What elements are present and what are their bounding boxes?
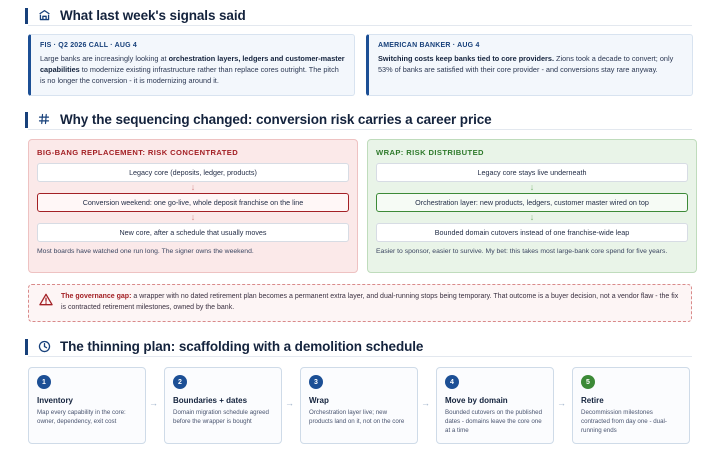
chevron-right-icon: → xyxy=(421,398,430,408)
signal-card-fis xyxy=(28,34,355,96)
signals-section-title: What last week's signals said xyxy=(60,7,246,23)
section-divider xyxy=(28,129,692,130)
signal-card-american-banker xyxy=(366,34,693,96)
step-title: Move by domain xyxy=(445,396,508,405)
step-description: Orchestration layer live; new products land on it, not on the core xyxy=(309,409,405,425)
plan-step-move-by-domain xyxy=(436,367,554,444)
step-description: Bounded cutovers on the published dates - domains leave the core one at a time xyxy=(445,409,543,434)
signals-section-header xyxy=(28,7,246,23)
step-number: 2 xyxy=(173,375,187,389)
plan-step-wrap xyxy=(300,367,418,444)
plan-step-boundaries xyxy=(164,367,282,444)
warning-icon xyxy=(39,293,53,311)
section-accent-bar xyxy=(25,339,28,355)
step-description: Domain migration schedule agreed before the wrapper is bought xyxy=(173,409,269,425)
down-arrow-icon: ↓ xyxy=(529,212,535,222)
bank-icon xyxy=(36,7,52,23)
section-accent-bar xyxy=(25,8,28,24)
governance-callout xyxy=(28,284,692,322)
down-arrow-icon: ↓ xyxy=(190,212,196,222)
chevron-right-icon: → xyxy=(285,398,294,408)
step-title: Boundaries + dates xyxy=(173,396,248,405)
plan-step-retire xyxy=(572,367,690,444)
wrap-title: WRAP: RISK DISTRIBUTED xyxy=(376,148,484,157)
wrap-panel xyxy=(367,139,697,273)
section-divider xyxy=(28,356,692,357)
signal-source: FIS · Q2 2026 CALL · AUG 4 xyxy=(40,42,137,49)
step-title: Retire xyxy=(581,396,604,405)
thinning-section-header xyxy=(28,338,423,354)
down-arrow-icon: ↓ xyxy=(529,182,535,192)
bigbang-step-newcore: New core, after a schedule that usually moves xyxy=(37,223,349,242)
signal-text: Switching costs keep banks tied to core providers. Zions took a decade to convert; only 53% of banks are satisfied with their core provider - and conversions stay rare anyway. xyxy=(378,54,674,74)
step-description: Map every capability in the core: owner, dependency, exit cost xyxy=(37,409,126,425)
down-arrow-icon: ↓ xyxy=(190,182,196,192)
hash-icon xyxy=(36,111,52,127)
step-number: 5 xyxy=(581,375,595,389)
plan-step-inventory xyxy=(28,367,146,444)
thinning-section-title: The thinning plan: scaffolding with a demolition schedule xyxy=(60,338,424,354)
bigbang-note: Most boards have watched one run long. The signer owns the weekend. xyxy=(37,248,254,255)
step-description: Decommission milestones contracted from day one - dual-running ends xyxy=(581,409,667,434)
step-title: Inventory xyxy=(37,396,74,405)
wrap-step-cutovers: Bounded domain cutovers instead of one franchise-wide leap xyxy=(376,223,688,242)
sequencing-section-header xyxy=(28,111,492,127)
bigbang-title: BIG-BANG REPLACEMENT: RISK CONCENTRATED xyxy=(37,148,239,157)
bigbang-step-legacy: Legacy core (deposits, ledger, products) xyxy=(37,163,349,182)
wrap-step-orchestration: Orchestration layer: new products, ledgers, customer master wired on top xyxy=(376,193,688,212)
step-number: 4 xyxy=(445,375,459,389)
clock-icon xyxy=(36,338,52,354)
signal-source: AMERICAN BANKER · AUG 4 xyxy=(378,42,480,49)
step-number: 1 xyxy=(37,375,51,389)
step-title: Wrap xyxy=(309,396,329,405)
signal-text: Large banks are increasingly looking at orchestration layers, ledgers and customer-master capabilities to modernize existing infrastructure rather than replace cores outright. The pitch is no longer the conversion - it is modernizing around it. xyxy=(40,54,345,85)
section-divider xyxy=(28,25,692,26)
bigbang-step-conversion: Conversion weekend: one go-live, whole deposit franchise on the line xyxy=(37,193,349,212)
sequencing-section-title: Why the sequencing changed: conversion risk carries a career price xyxy=(60,111,492,127)
governance-text: The governance gap: a wrapper with no dated retirement plan becomes a permanent extra layer, and dual-running stops being temporary. That outcome is a buyer decision, not a vendor flaw - the fix is contracted retirement milestones, owned by the bank. xyxy=(61,293,679,311)
section-accent-bar xyxy=(25,112,28,128)
wrap-step-legacy: Legacy core stays live underneath xyxy=(376,163,688,182)
chevron-right-icon: → xyxy=(149,398,158,408)
step-number: 3 xyxy=(309,375,323,389)
bigbang-panel xyxy=(28,139,358,273)
chevron-right-icon: → xyxy=(557,398,566,408)
wrap-note: Easier to sponsor, easier to survive. My bet: this takes most large-bank core spend for five years. xyxy=(376,248,668,255)
